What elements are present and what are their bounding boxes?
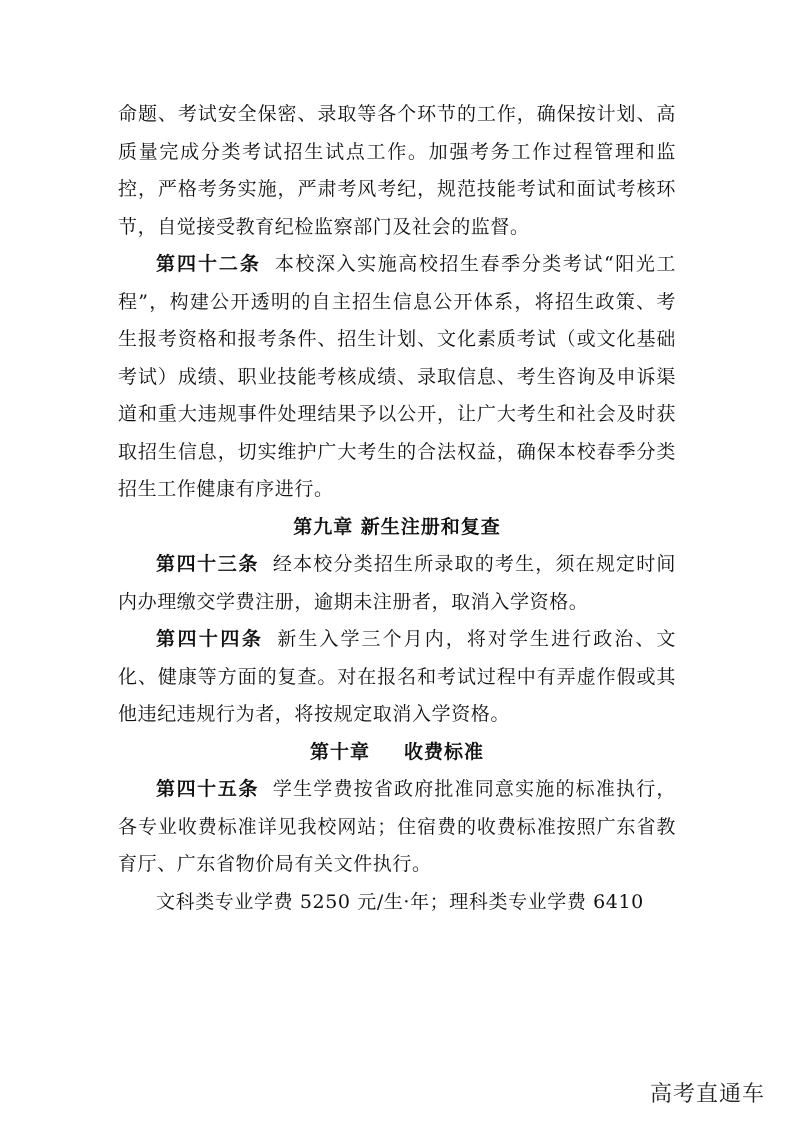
article-44-title: 第四十四条 [156, 628, 264, 650]
article-45-title: 第四十五条 [156, 778, 259, 800]
chapter-9-heading: 第九章 新生注册和复查 [293, 515, 501, 538]
document-page [118, 96, 676, 921]
article-42-body: 本校深入实施高校招生春季分类考试“阳光工程”，构建公开透明的自主招生信息公开体系，将招生政策、考生报考资格和报考条件、招生计划、文化素质考试（或文化基础考试）成绩、职业技能考核成绩、录取信息、考生咨询及申诉渠道和重大违规事件处理结果予以公开，让广大考生和社会及时获取招生信息，切实维护广大考生的合法权益，确保本校春季分类招生工作健康有序进行。 [118, 253, 676, 500]
chapter-10-heading [118, 734, 676, 772]
chapter-10-number: 第十章 [309, 740, 370, 763]
paragraph-continuation: 命题、考试安全保密、录取等各个环节的工作，确保按计划、高质量完成分类考试招生试点工作。加强考务工作过程管理和监控，严格考务实施，严肃考风考纪，规范技能考试和面试考核环节，自觉接受教育纪检监察部门及社会的监督。 [118, 103, 676, 238]
article-43-title: 第四十三条 [156, 553, 259, 575]
article-45-body: 学生学费按省政府批准同意实施的标准执行，各专业收费标准详见我校网站；住宿费的收费标准按照广东省教育厅、广东省物价局有关文件执行。 [118, 778, 676, 875]
article-44 [118, 621, 676, 734]
fees-line: 文科类专业学费 5250 元/生·年；理科类专业学费 6410 [156, 890, 644, 913]
article-42 [118, 246, 676, 509]
chapter-10-name: 收费标准 [404, 740, 485, 763]
article-43-body: 经本校分类招生所录取的考生，须在规定时间内办理缴交学费注册，逾期未注册者，取消入学资格。 [118, 553, 676, 613]
article-44-body: 新生入学三个月内，将对学生进行政治、文化、健康等方面的复查。对在报名和考试过程中有弄虚作假或其他违纪违规行为者，将按规定取消入学资格。 [118, 628, 676, 725]
article-45 [118, 771, 676, 884]
article-43 [118, 546, 676, 621]
article-42-title: 第四十二条 [156, 253, 261, 275]
watermark-text: 高考直通车 [649, 1082, 765, 1107]
